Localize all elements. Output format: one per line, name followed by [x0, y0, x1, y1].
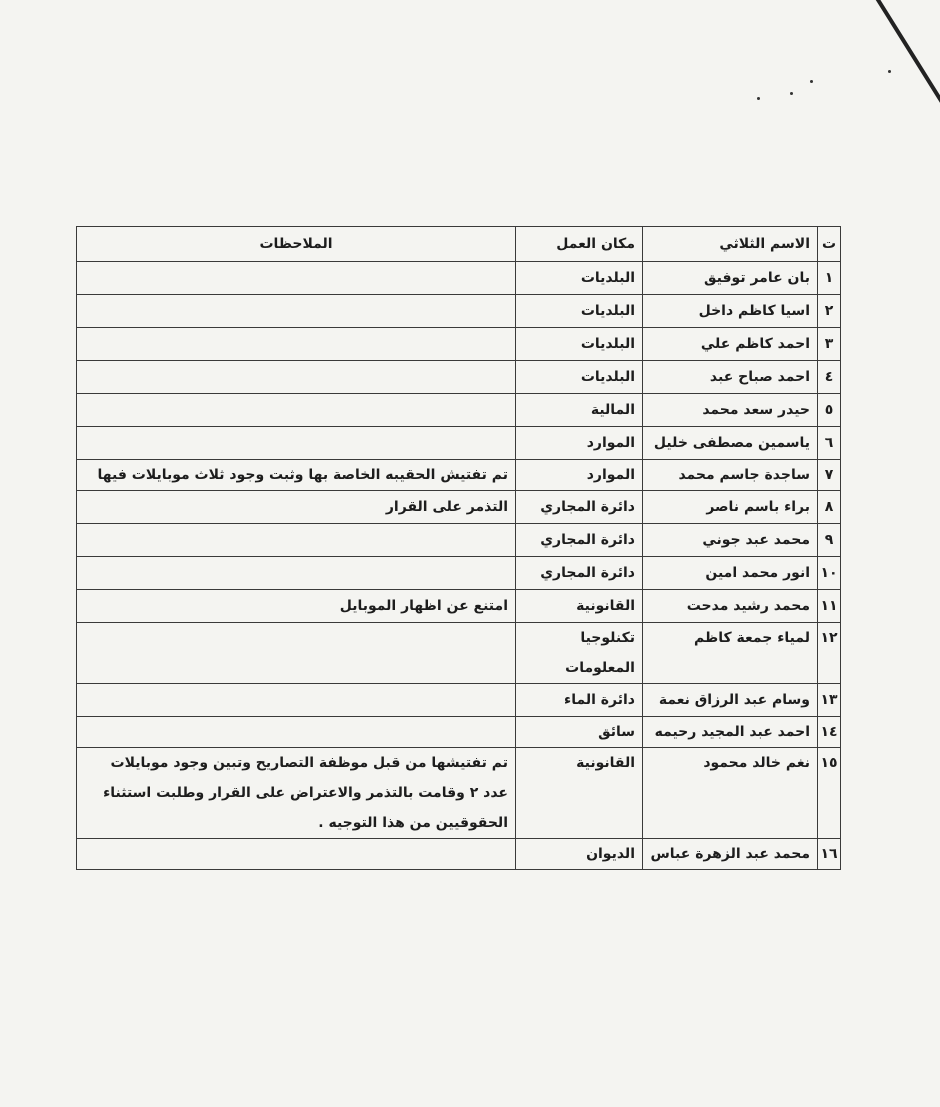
row-notes [77, 717, 516, 748]
row-number: ١ [818, 262, 841, 295]
header-workplace: مكان العمل [516, 227, 643, 262]
row-workplace: تكنلوجيا المعلومات [516, 623, 643, 684]
row-workplace: دائرة المجاري [516, 491, 643, 524]
row-number: ١٥ [818, 748, 841, 839]
row-name: احمد كاظم علي [643, 328, 818, 361]
table-row [77, 623, 841, 684]
row-name: محمد عبد جوني [643, 524, 818, 557]
row-notes [77, 684, 516, 717]
row-name: ياسمين مصطفى خليل [643, 427, 818, 460]
table-row [77, 460, 841, 491]
row-number: ٧ [818, 460, 841, 491]
row-number: ١٣ [818, 684, 841, 717]
row-notes: امتنع عن اظهار الموبايل [77, 590, 516, 623]
row-number: ١١ [818, 590, 841, 623]
row-workplace: الموارد [516, 427, 643, 460]
row-number: ٩ [818, 524, 841, 557]
row-name: محمد رشيد مدحت [643, 590, 818, 623]
row-workplace: البلديات [516, 295, 643, 328]
table-row [77, 748, 841, 839]
table-row [77, 524, 841, 557]
row-number: ٣ [818, 328, 841, 361]
row-workplace: البلديات [516, 328, 643, 361]
row-notes [77, 557, 516, 590]
row-workplace: دائرة المجاري [516, 557, 643, 590]
row-notes [77, 328, 516, 361]
row-name: محمد عبد الزهرة عباس [643, 839, 818, 870]
row-number: ١٦ [818, 839, 841, 870]
table-row [77, 394, 841, 427]
row-notes: التذمر على القرار [77, 491, 516, 524]
row-name: بان عامر توفيق [643, 262, 818, 295]
row-name: ساجدة جاسم محمد [643, 460, 818, 491]
row-name: اسيا كاظم داخل [643, 295, 818, 328]
table-row [77, 557, 841, 590]
table-row [77, 590, 841, 623]
row-name: نغم خالد محمود [643, 748, 818, 839]
row-name: احمد عبد المجيد رحيمه [643, 717, 818, 748]
table-row [77, 427, 841, 460]
row-workplace: دائرة الماء [516, 684, 643, 717]
row-notes [77, 394, 516, 427]
row-name: وسام عبد الرزاق نعمة [643, 684, 818, 717]
row-name: حيدر سعد محمد [643, 394, 818, 427]
employee-inspection-table [76, 226, 841, 870]
paper-speck [757, 97, 760, 100]
row-workplace: الديوان [516, 839, 643, 870]
row-number: ١٤ [818, 717, 841, 748]
row-workplace: سائق [516, 717, 643, 748]
row-workplace: البلديات [516, 262, 643, 295]
table-row [77, 717, 841, 748]
row-notes [77, 524, 516, 557]
row-notes [77, 262, 516, 295]
row-notes: تم تفتيش الحقيبه الخاصة بها وثبت وجود ثلاث موبايلات فيها [77, 460, 516, 491]
row-number: ٤ [818, 361, 841, 394]
row-name: انور محمد امين [643, 557, 818, 590]
row-number: ٨ [818, 491, 841, 524]
row-name: براء باسم ناصر [643, 491, 818, 524]
header-notes: الملاحظات [77, 227, 516, 262]
row-notes [77, 427, 516, 460]
table-row [77, 684, 841, 717]
paper-speck [888, 70, 891, 73]
row-workplace: دائرة المجاري [516, 524, 643, 557]
table-header-row [77, 227, 841, 262]
row-workplace: القانونية [516, 748, 643, 839]
row-workplace: القانونية [516, 590, 643, 623]
corner-pen-mark [872, 0, 940, 121]
row-notes [77, 295, 516, 328]
row-number: ١٠ [818, 557, 841, 590]
row-workplace: المالية [516, 394, 643, 427]
table-row [77, 839, 841, 870]
table-row [77, 262, 841, 295]
table-row [77, 295, 841, 328]
row-notes: تم تفتيشها من قبل موظفة التصاريح وتبين وجود موبايلات عدد ٢ وقامت بالتذمر والاعتراض على القرار وطلبت استثناء الحقوقيين من هذا التوجيه . [77, 748, 516, 839]
header-name: الاسم الثلاثي [643, 227, 818, 262]
row-number: ٦ [818, 427, 841, 460]
paper-speck [790, 92, 793, 95]
table-row [77, 328, 841, 361]
row-number: ٥ [818, 394, 841, 427]
header-number: ت [818, 227, 841, 262]
table-row [77, 491, 841, 524]
paper-speck [810, 80, 813, 83]
row-name: لمياء جمعة كاظم [643, 623, 818, 684]
row-notes [77, 623, 516, 684]
row-name: احمد صباح عبد [643, 361, 818, 394]
row-workplace: الموارد [516, 460, 643, 491]
row-number: ٢ [818, 295, 841, 328]
row-notes [77, 839, 516, 870]
row-number: ١٢ [818, 623, 841, 684]
row-notes [77, 361, 516, 394]
row-workplace: البلديات [516, 361, 643, 394]
table-row [77, 361, 841, 394]
